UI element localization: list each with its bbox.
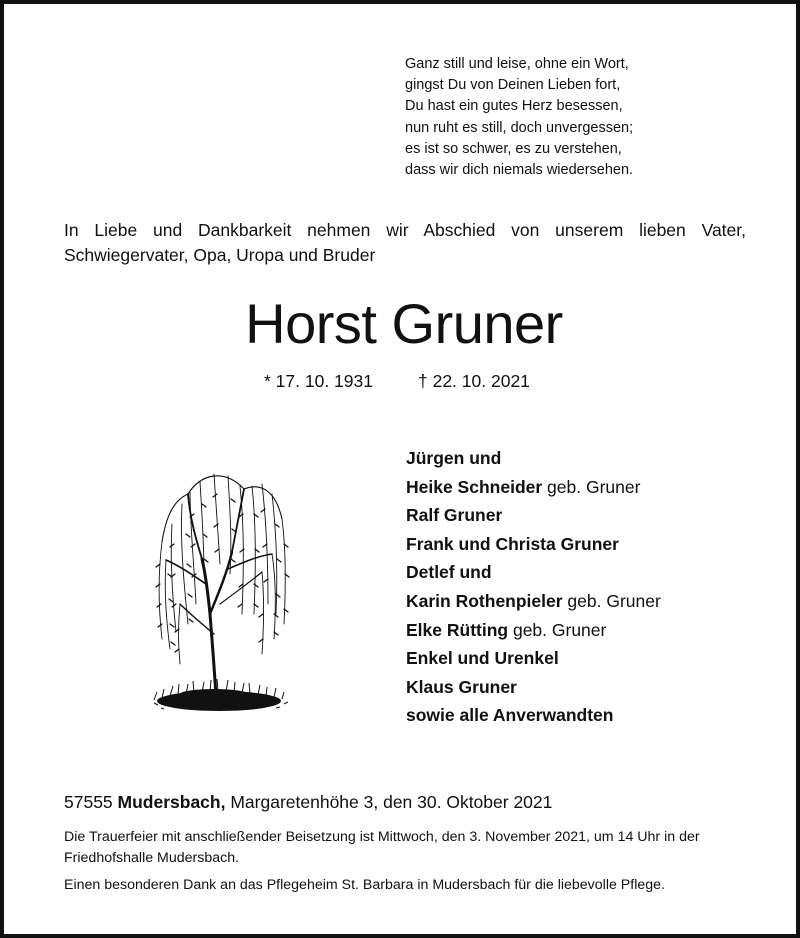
birth-date: * 17. 10. 1931 [264,371,373,391]
poem-line: es ist so schwer, es zu verstehen, [405,140,622,157]
place-date-line: 57555 Mudersbach, Margaretenhöhe 3, den 30. Oktober 2021 [64,792,553,812]
mourner-row: Elke Rütting geb. Gruner [406,619,607,640]
mourner-row: Detlef und [406,562,492,583]
poem-line: gingst Du von Deinen Lieben fort, [405,77,621,94]
mourner-row: Enkel und Urenkel [406,648,559,669]
death-date: † 22. 10. 2021 [418,371,530,391]
mourner-row: sowie alle Anverwandten [406,705,614,726]
mourner-row: Jürgen und [406,448,502,468]
poem-line: Du hast ein gutes Herz besessen, [405,98,623,115]
intro-line: In Liebe und Dankbarkeit nehmen wir Abschied von unserem lieben Vater, [64,220,746,240]
mourner-row: Klaus Gruner [406,676,517,697]
poem [405,54,633,181]
intro-line: Schwiegervater, Opa, Uropa und Bruder [64,244,376,265]
mourner-row: Karin Rothenpieler geb. Gruner [406,590,661,611]
mourners-list [406,444,661,730]
weeping-willow-icon [144,464,294,726]
intro-text [64,218,746,267]
mourner-row: Heike Schneider geb. Gruner [406,476,641,497]
mourner-row: Frank und Christa Gruner [406,533,619,554]
mourner-row: Ralf Gruner [406,505,503,526]
thanks-note: Einen besonderen Dank an das Pflegeheim St. Barbara in Mudersbach für die liebevolle Pflege. [64,877,665,893]
poem-line: dass wir dich niemals wiedersehen. [405,162,634,179]
funeral-notice: Die Trauerfeier mit anschließender Beisetzung ist Mittwoch, den 3. November 2021, um 14 Uhr in der Friedhofshalle Mudersbach. [64,829,700,866]
deceased-name: Horst Gruner [245,292,563,355]
poem-line: Ganz still und leise, ohne ein Wort, [405,56,629,72]
poem-line: nun ruht es still, doch unvergessen; [405,119,634,136]
